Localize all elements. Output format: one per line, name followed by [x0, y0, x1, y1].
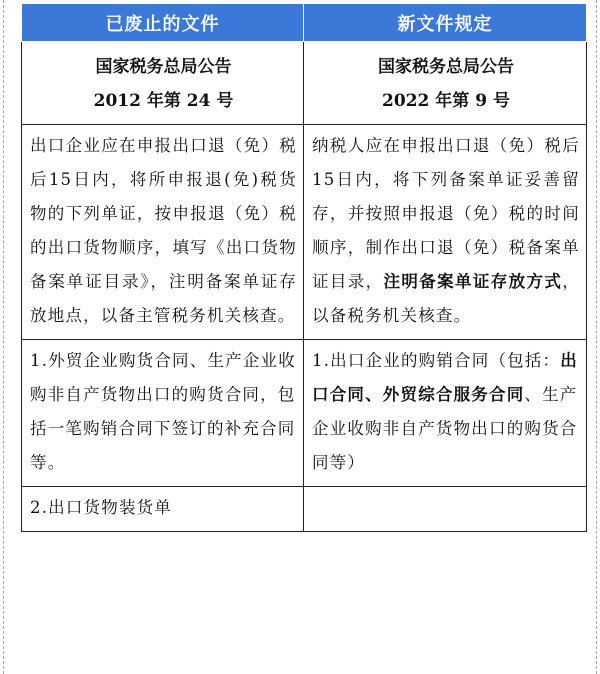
new-item1-text-2: 、生产企业收购非自产货物出口的购货合同等）	[312, 385, 578, 472]
header-new-rule: 新文件规定	[304, 4, 587, 42]
item2-row	[22, 487, 587, 532]
new-main-rule	[304, 125, 587, 340]
old-main-rule: 出口企业应在申报出口退（免）税后15日内，将所申报退(免)税货物的下列单证，按申报退（免）税的出口货物顺序，填写《出口货物备案单证目录》，注明备案单证存放地点，以备主管税务机关核查。	[22, 125, 304, 340]
old-item1: 1.外贸企业购货合同、生产企业收购非自产货物出口的购货合同，包括一笔购销合同下签订的补充合同等。	[22, 340, 304, 487]
table-header-row	[22, 4, 587, 42]
old-doc-title-line2: 2012 年第 24 号	[93, 91, 234, 111]
new-item2	[304, 487, 587, 532]
page-edge-right	[596, 0, 597, 674]
old-item2: 2.出口货物装货单	[22, 487, 304, 532]
header-old-file: 已废止的文件	[22, 4, 304, 42]
old-doc-title-line1: 国家税务总局公告	[95, 57, 232, 77]
old-doc-title	[22, 42, 304, 125]
main-rule-row	[22, 125, 587, 340]
item1-row	[22, 340, 587, 487]
new-main-rule-text-2: ，以备税务机关核查。	[312, 272, 580, 325]
new-item1-text-1: 1.出口企业的购销合同（包括：	[312, 351, 561, 370]
new-item1	[304, 340, 587, 487]
new-doc-title	[304, 42, 587, 125]
new-main-rule-bold: 注明备案单证存放方式	[383, 272, 563, 291]
new-doc-title-line1: 国家税务总局公告	[378, 57, 514, 77]
doc-title-row	[22, 42, 587, 125]
comparison-table	[21, 3, 587, 532]
page-edge-left	[3, 0, 4, 674]
new-item1-bold: 出口合同、外贸综合服务合同	[312, 351, 578, 404]
new-main-rule-text-1: 纳税人应在申报出口退（免）税后15日内，将下列备案单证妥善留存，并按照申报退（免）税的时间顺序，制作出口退（免）税备案单证目录，	[312, 136, 580, 291]
new-doc-title-line2: 2022 年第 9 号	[382, 91, 510, 111]
